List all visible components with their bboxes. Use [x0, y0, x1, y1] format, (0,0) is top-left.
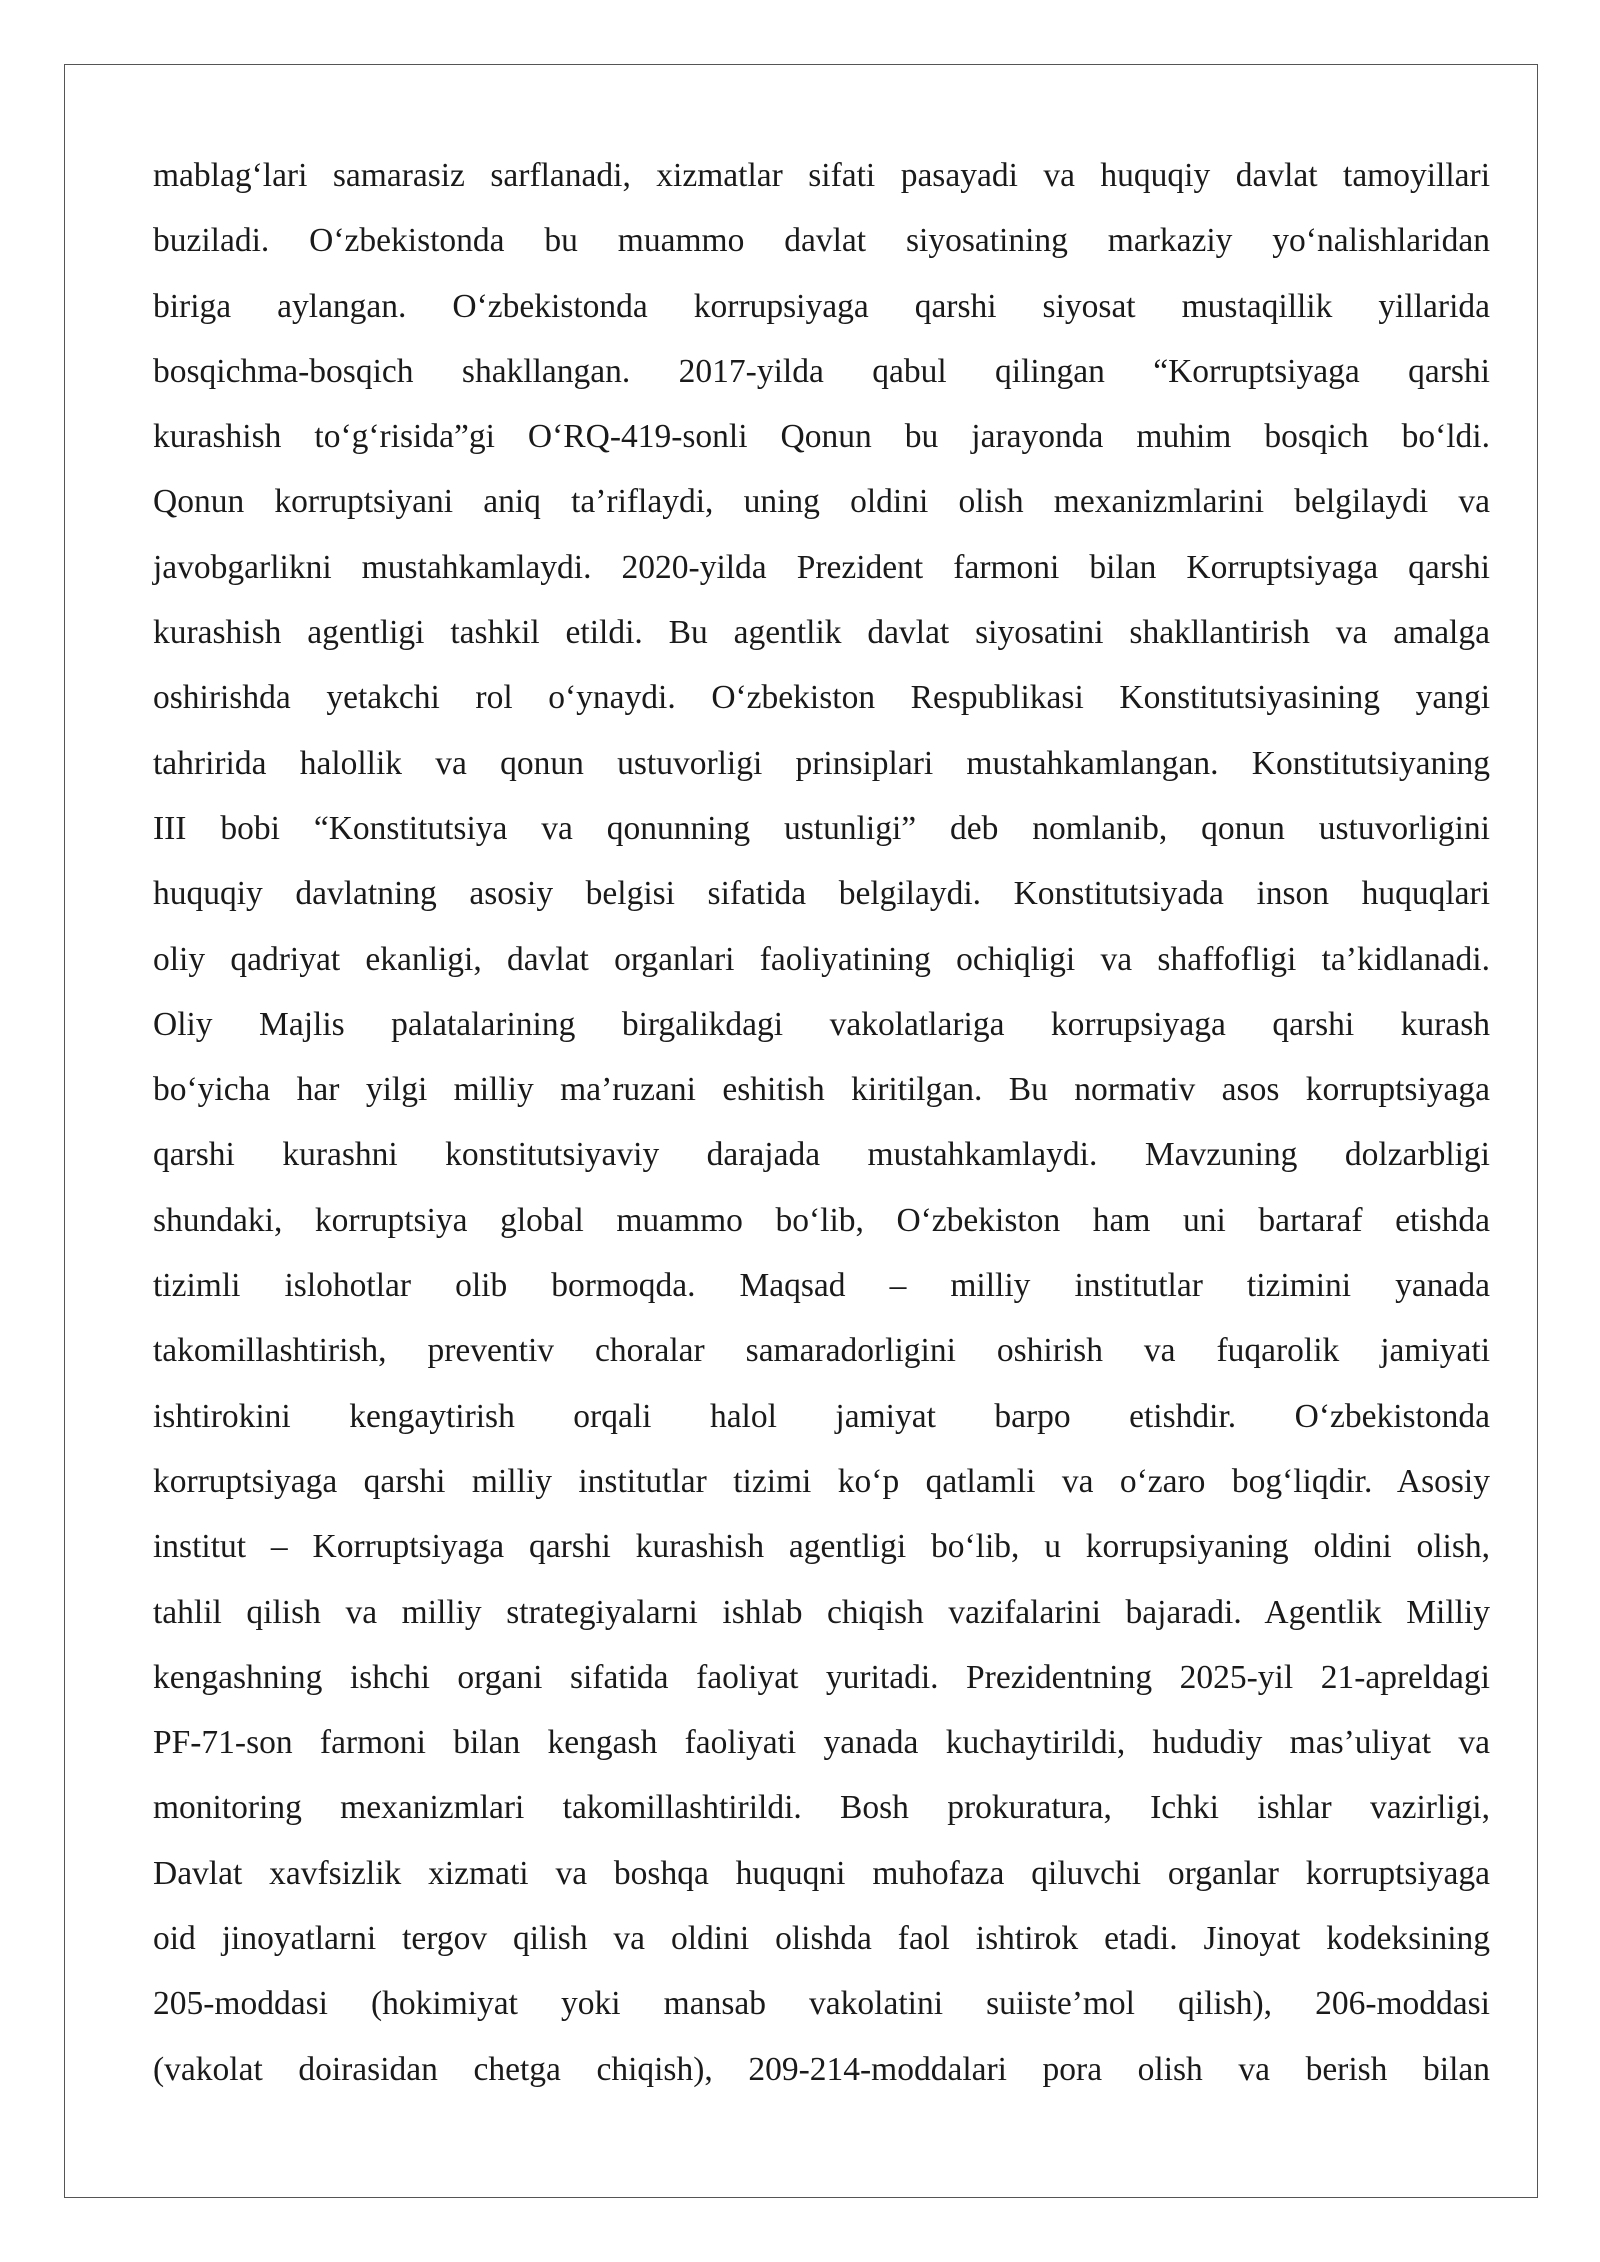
text-line: oid jinoyatlarni tergov qilish va oldini olishda faol ishtirok etadi. Jinoyat kodeksining: [153, 1920, 1490, 1958]
text-line: qarshi kurashni konstitutsiyaviy darajada mustahkamlaydi. Mavzuning dolzarbligi: [153, 1136, 1490, 1174]
text-line: oshirishda yetakchi rol o‘ynaydi. O‘zbekiston Respublikasi Konstitutsiyasining yangi: [153, 679, 1490, 717]
text-line: 205-moddasi (hokimiyat yoki mansab vakolatini suiiste’mol qilish), 206-moddasi: [153, 1985, 1490, 2023]
text-line: huquqiy davlatning asosiy belgisi sifatida belgilaydi. Konstitutsiyada inson huquqlari: [153, 875, 1490, 913]
text-line: PF-71-son farmoni bilan kengash faoliyati yanada kuchaytirildi, hududiy mas’uliyat va: [153, 1724, 1490, 1762]
text-line: shundaki, korruptsiya global muammo bo‘lib, O‘zbekiston ham uni bartaraf etishda: [153, 1201, 1490, 1239]
text-line: tahlil qilish va milliy strategiyalarni ishlab chiqish vazifalarini bajaradi. Agentlik Milliy: [153, 1593, 1490, 1631]
text-line: institut – Korruptsiyaga qarshi kurashish agentligi bo‘lib, u korrupsiyaning oldini olish,: [153, 1528, 1490, 1566]
text-line: oliy qadriyat ekanligi, davlat organlari faoliyatining ochiqligi va shaffofligi ta’kidlanadi.: [153, 940, 1490, 978]
text-line: tizimli islohotlar olib bormoqda. Maqsad – milliy institutlar tizimini yanada: [153, 1267, 1490, 1305]
text-line: kengashning ishchi organi sifatida faoliyat yuritadi. Prezidentning 2025-yil 21-apreldagi: [153, 1658, 1490, 1696]
text-line: kurashish to‘g‘risida”gi O‘RQ-419-sonli Qonun bu jarayonda muhim bosqich bo‘ldi.: [153, 418, 1490, 456]
text-line: korruptsiyaga qarshi milliy institutlar tizimi ko‘p qatlamli va o‘zaro bog‘liqdir. Asosiy: [153, 1462, 1490, 1500]
text-line: monitoring mexanizmlari takomillashtirildi. Bosh prokuratura, Ichki ishlar vazirligi,: [153, 1789, 1490, 1827]
text-line: kurashish agentligi tashkil etildi. Bu agentlik davlat siyosatini shakllantirish va amalga: [153, 614, 1490, 652]
text-line: Qonun korruptsiyani aniq ta’riflaydi, uning oldini olish mexanizmlarini belgilaydi va: [153, 483, 1490, 521]
text-line: bo‘yicha har yilgi milliy ma’ruzani eshitish kiritilgan. Bu normativ asos korruptsiyaga: [153, 1071, 1490, 1109]
text-line: ishtirokini kengaytirish orqali halol jamiyat barpo etishdir. O‘zbekistonda: [153, 1397, 1490, 1435]
text-line: bosqichma-bosqich shakllangan. 2017-yilda qabul qilingan “Korruptsiyaga qarshi: [153, 352, 1490, 390]
text-line: (vakolat doirasidan chetga chiqish), 209-214-moddalari pora olish va berish bilan: [153, 2050, 1490, 2088]
text-line: mablag‘lari samarasiz sarflanadi, xizmatlar sifati pasayadi va huquqiy davlat tamoyillari: [153, 157, 1490, 194]
text-line: takomillashtirish, preventiv choralar samaradorligini oshirish va fuqarolik jamiyati: [153, 1332, 1490, 1370]
text-line: biriga aylangan. O‘zbekistonda korrupsiyaga qarshi siyosat mustaqillik yillarida: [153, 287, 1490, 325]
text-line: Oliy Majlis palatalarining birgalikdagi vakolatlariga korrupsiyaga qarshi kurash: [153, 1005, 1490, 1043]
text-line: III bobi “Konstitutsiya va qonunning ustunligi” deb nomlanib, qonun ustuvorligini: [153, 809, 1490, 847]
text-line: javobgarlikni mustahkamlaydi. 2020-yilda Prezident farmoni bilan Korruptsiyaga qarshi: [153, 548, 1490, 586]
text-line: buziladi. O‘zbekistonda bu muammo davlat siyosatining markaziy yo‘nalishlaridan: [153, 222, 1490, 260]
text-line: tahririda halollik va qonun ustuvorligi prinsiplari mustahkamlangan. Konstitutsiyaning: [153, 744, 1490, 782]
body-text: [153, 143, 1490, 2102]
text-line: Davlat xavfsizlik xizmati va boshqa huquqni muhofaza qiluvchi organlar korruptsiyaga: [153, 1854, 1490, 1892]
